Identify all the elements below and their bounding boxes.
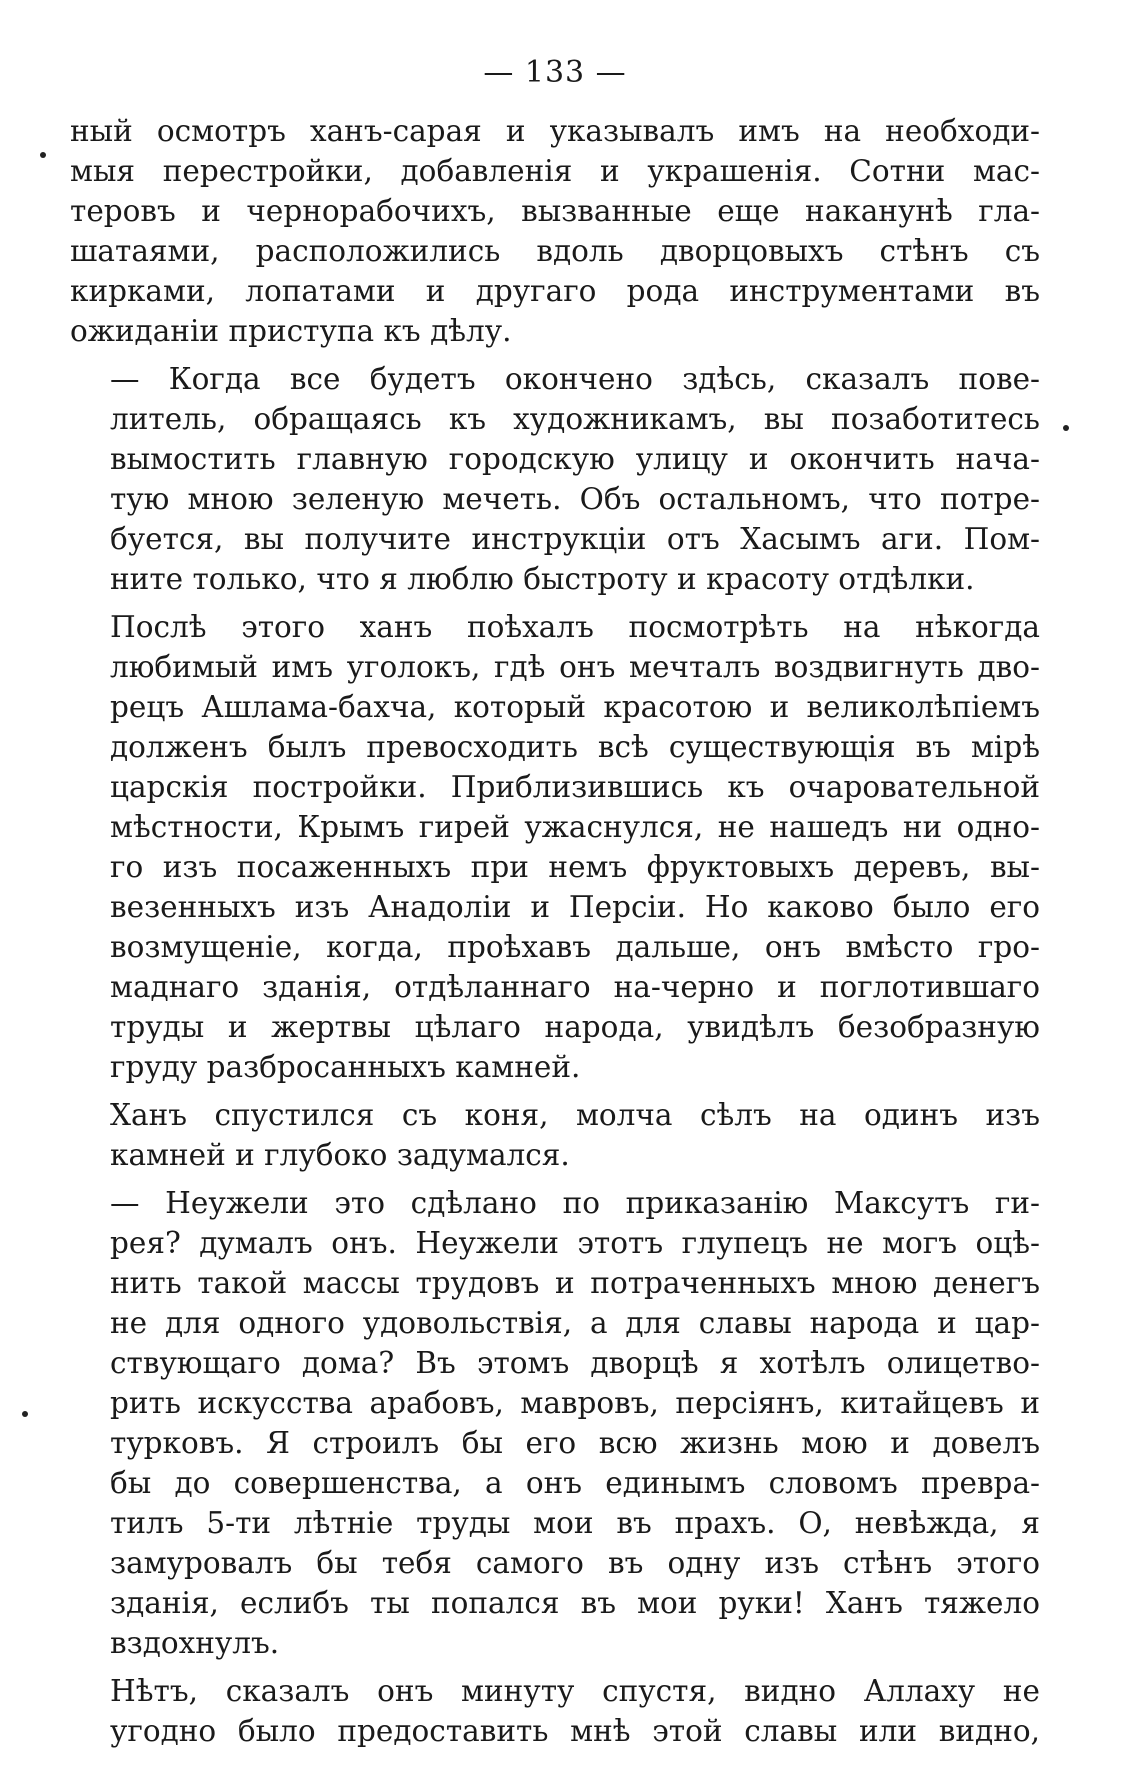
text-line: буется, вы получите инструкціи отъ Хасымъ аги. Пом-	[110, 522, 1040, 556]
text-line: ните только, что я люблю быстроту и красоту отдѣлки.	[110, 562, 975, 596]
text-line: Послѣ этого ханъ поѣхалъ посмотрѣть на нѣкогда	[110, 610, 1040, 644]
text-line: Нѣтъ, сказалъ онъ минуту спустя, видно Аллаху не	[110, 1674, 1040, 1708]
text-line: мыя перестройки, добавленія и украшенія. Сотни мас-	[70, 154, 1040, 188]
body-text	[70, 111, 1040, 1751]
paragraph-4	[70, 1095, 1040, 1175]
text-line: не для одного удовольствія, а для славы народа и цар-	[110, 1306, 1040, 1340]
text-line: маднаго зданія, отдѣланнаго на-черно и поглотившаго	[110, 970, 1040, 1004]
paragraph-1	[70, 111, 1040, 351]
paragraph-3	[70, 607, 1040, 1087]
text-line: любимый имъ уголокъ, гдѣ онъ мечталъ воздвигнуть дво-	[110, 650, 1040, 684]
text-line: — Неужели это сдѣлано по приказанію Максутъ ги-	[110, 1186, 1040, 1220]
scan-speck	[40, 152, 46, 158]
text-line: нить такой массы трудовъ и потраченныхъ мною денегъ	[110, 1266, 1040, 1300]
paragraph-5	[70, 1183, 1040, 1663]
text-line: возмущеніе, когда, проѣхавъ дальше, онъ вмѣсто гро-	[110, 930, 1040, 964]
text-line: бы до совершенства, а онъ единымъ словомъ превра-	[110, 1466, 1040, 1500]
text-line: зданія, еслибъ ты попался въ мои руки! Ханъ тяжело	[110, 1586, 1040, 1620]
text-line: долженъ былъ превосходить всѣ существующія въ мірѣ	[110, 730, 1040, 764]
text-line: шатаями, расположились вдоль дворцовыхъ стѣнъ съ	[70, 234, 1040, 268]
text-line: груду разбросанныхъ камней.	[110, 1050, 581, 1084]
text-line: камней и глубоко задумался.	[110, 1138, 570, 1172]
text-line: тилъ 5-ти лѣтніе труды мои въ прахъ. О, невѣжда, я	[110, 1506, 1040, 1540]
text-line: рея? думалъ онъ. Неужели этотъ глупецъ не могъ оцѣ-	[110, 1226, 1040, 1260]
scan-speck	[1063, 425, 1069, 431]
text-line: рецъ Ашлама-бахча, который красотою и великолѣпіемъ	[110, 690, 1040, 724]
text-line: литель, обращаясь къ художникамъ, вы позаботитесь	[110, 402, 1040, 436]
text-line: вздохнулъ.	[110, 1626, 280, 1660]
text-line: ожиданіи приступа къ дѣлу.	[70, 314, 512, 348]
text-line: мѣстности, Крымъ гирей ужаснулся, не нашедъ ни одно-	[110, 810, 1040, 844]
text-line: тую мною зеленую мечеть. Объ остальномъ, что потре-	[110, 482, 1040, 516]
text-line: вымостить главную городскую улицу и окончить нача-	[110, 442, 1040, 476]
text-line: — Когда все будетъ окончено здѣсь, сказалъ пове-	[110, 362, 1040, 396]
text-line: труды и жертвы цѣлаго народа, увидѣлъ безобразную	[110, 1010, 1040, 1044]
page-number: — 133 —	[483, 55, 627, 90]
text-line: царскія постройки. Приблизившись къ очаровательной	[110, 770, 1040, 804]
text-line: Ханъ спустился съ коня, молча сѣлъ на одинъ изъ	[110, 1098, 1040, 1132]
text-line: турковъ. Я строилъ бы его всю жизнь мою и довелъ	[110, 1426, 1040, 1460]
text-line: го изъ посаженныхъ при немъ фруктовыхъ деревъ, вы-	[110, 850, 1040, 884]
text-line: угодно было предоставить мнѣ этой славы или видно,	[110, 1714, 1040, 1748]
text-line: кирками, лопатами и другаго рода инструментами въ	[70, 274, 1040, 308]
text-line: теровъ и чернорабочихъ, вызванные еще наканунѣ гла-	[70, 194, 1040, 228]
paragraph-6	[70, 1671, 1040, 1751]
scan-speck	[22, 1411, 28, 1417]
text-line: рить искусства арабовъ, мавровъ, персіянъ, китайцевъ и	[110, 1386, 1040, 1420]
text-line: везенныхъ изъ Анадоліи и Персіи. Но каково было его	[110, 890, 1040, 924]
text-line: замуровалъ бы тебя самого въ одну изъ стѣнъ этого	[110, 1546, 1040, 1580]
paragraph-2	[70, 359, 1040, 599]
text-line: ный осмотръ ханъ-сарая и указывалъ имъ на необходи-	[70, 114, 1040, 148]
text-line: ствующаго дома? Въ этомъ дворцѣ я хотѣлъ олицетво-	[110, 1346, 1040, 1380]
